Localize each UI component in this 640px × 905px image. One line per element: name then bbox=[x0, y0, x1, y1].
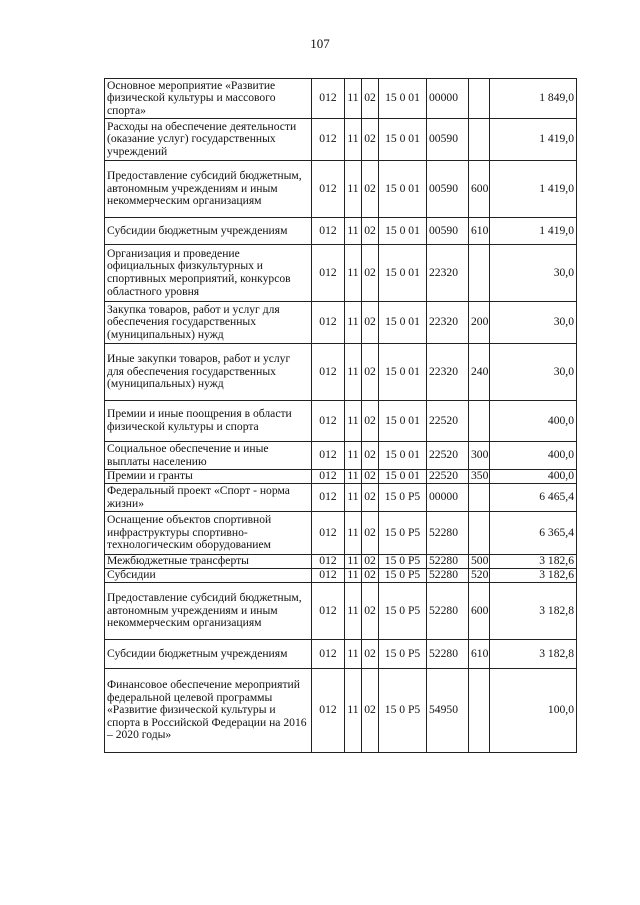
subsection-code: 02 bbox=[362, 569, 379, 583]
ministry-code: 012 bbox=[312, 442, 345, 470]
row-name: Социальное обеспечение и иные выплаты населению bbox=[105, 442, 312, 470]
row-name: Предоставление субсидий бюджетным, автономным учреждениям и иным некоммерческим организациям bbox=[105, 161, 312, 218]
program-code: 15 0 01 bbox=[379, 161, 427, 218]
ministry-code: 012 bbox=[312, 344, 345, 401]
article-code: 00000 bbox=[427, 484, 469, 512]
ministry-code: 012 bbox=[312, 119, 345, 161]
program-code: 15 0 01 bbox=[379, 79, 427, 119]
subsection-code: 02 bbox=[362, 669, 379, 753]
subsection-code: 02 bbox=[362, 555, 379, 569]
expense-type-code: 600 bbox=[469, 161, 490, 218]
section-code: 11 bbox=[345, 583, 362, 640]
program-code: 15 0 01 bbox=[379, 218, 427, 245]
table-row bbox=[105, 470, 577, 484]
budget-table bbox=[104, 78, 577, 753]
expense-type-code: 520 bbox=[469, 569, 490, 583]
program-code: 15 0 P5 bbox=[379, 640, 427, 669]
row-name: Федеральный проект «Спорт - норма жизни» bbox=[105, 484, 312, 512]
subsection-code: 02 bbox=[362, 442, 379, 470]
expense-type-code bbox=[469, 79, 490, 119]
amount: 3 182,6 bbox=[490, 569, 577, 583]
table-row bbox=[105, 640, 577, 669]
article-code: 52280 bbox=[427, 583, 469, 640]
ministry-code: 012 bbox=[312, 640, 345, 669]
amount: 100,0 bbox=[490, 669, 577, 753]
article-code: 00590 bbox=[427, 119, 469, 161]
row-name: Межбюджетные трансферты bbox=[105, 555, 312, 569]
table-row bbox=[105, 555, 577, 569]
table-row bbox=[105, 119, 577, 161]
article-code: 22320 bbox=[427, 302, 469, 344]
table-row bbox=[105, 401, 577, 442]
row-name: Субсидии бюджетным учреждениям bbox=[105, 640, 312, 669]
section-code: 11 bbox=[345, 401, 362, 442]
program-code: 15 0 P5 bbox=[379, 669, 427, 753]
ministry-code: 012 bbox=[312, 161, 345, 218]
table-row bbox=[105, 484, 577, 512]
expense-type-code: 500 bbox=[469, 555, 490, 569]
table-row bbox=[105, 79, 577, 119]
ministry-code: 012 bbox=[312, 669, 345, 753]
article-code: 52280 bbox=[427, 569, 469, 583]
amount: 3 182,8 bbox=[490, 640, 577, 669]
ministry-code: 012 bbox=[312, 302, 345, 344]
article-code: 00000 bbox=[427, 79, 469, 119]
program-code: 15 0 01 bbox=[379, 344, 427, 401]
row-name: Предоставление субсидий бюджетным, автономным учреждениям и иным некоммерческим организациям bbox=[105, 583, 312, 640]
ministry-code: 012 bbox=[312, 401, 345, 442]
program-code: 15 0 P5 bbox=[379, 512, 427, 555]
program-code: 15 0 P5 bbox=[379, 555, 427, 569]
amount: 400,0 bbox=[490, 401, 577, 442]
program-code: 15 0 P5 bbox=[379, 569, 427, 583]
program-code: 15 0 01 bbox=[379, 401, 427, 442]
amount: 30,0 bbox=[490, 344, 577, 401]
article-code: 22520 bbox=[427, 442, 469, 470]
subsection-code: 02 bbox=[362, 484, 379, 512]
article-code: 22320 bbox=[427, 245, 469, 302]
subsection-code: 02 bbox=[362, 344, 379, 401]
article-code: 22320 bbox=[427, 344, 469, 401]
row-name: Расходы на обеспечение деятельности (оказание услуг) государственных учреждений bbox=[105, 119, 312, 161]
subsection-code: 02 bbox=[362, 161, 379, 218]
expense-type-code: 350 bbox=[469, 470, 490, 484]
section-code: 11 bbox=[345, 640, 362, 669]
amount: 400,0 bbox=[490, 442, 577, 470]
amount: 30,0 bbox=[490, 302, 577, 344]
expense-type-code bbox=[469, 669, 490, 753]
subsection-code: 02 bbox=[362, 583, 379, 640]
program-code: 15 0 01 bbox=[379, 119, 427, 161]
section-code: 11 bbox=[345, 79, 362, 119]
expense-type-code: 240 bbox=[469, 344, 490, 401]
amount: 1 419,0 bbox=[490, 218, 577, 245]
article-code: 52280 bbox=[427, 512, 469, 555]
section-code: 11 bbox=[345, 218, 362, 245]
row-name: Субсидии бюджетным учреждениям bbox=[105, 218, 312, 245]
section-code: 11 bbox=[345, 669, 362, 753]
row-name: Основное мероприятие «Развитие физической культуры и массового спорта» bbox=[105, 79, 312, 119]
section-code: 11 bbox=[345, 569, 362, 583]
amount: 3 182,8 bbox=[490, 583, 577, 640]
subsection-code: 02 bbox=[362, 512, 379, 555]
section-code: 11 bbox=[345, 245, 362, 302]
ministry-code: 012 bbox=[312, 470, 345, 484]
amount: 1 419,0 bbox=[490, 119, 577, 161]
article-code: 22520 bbox=[427, 470, 469, 484]
amount: 3 182,6 bbox=[490, 555, 577, 569]
amount: 1 849,0 bbox=[490, 79, 577, 119]
amount: 400,0 bbox=[490, 470, 577, 484]
amount: 6 465,4 bbox=[490, 484, 577, 512]
expense-type-code: 300 bbox=[469, 442, 490, 470]
program-code: 15 0 01 bbox=[379, 442, 427, 470]
article-code: 22520 bbox=[427, 401, 469, 442]
expense-type-code bbox=[469, 119, 490, 161]
amount: 30,0 bbox=[490, 245, 577, 302]
page-number: 107 bbox=[310, 36, 330, 51]
subsection-code: 02 bbox=[362, 302, 379, 344]
table-row bbox=[105, 512, 577, 555]
table-row bbox=[105, 161, 577, 218]
table-row bbox=[105, 583, 577, 640]
section-code: 11 bbox=[345, 302, 362, 344]
amount: 1 419,0 bbox=[490, 161, 577, 218]
program-code: 15 0 01 bbox=[379, 302, 427, 344]
table-row bbox=[105, 302, 577, 344]
subsection-code: 02 bbox=[362, 218, 379, 245]
section-code: 11 bbox=[345, 119, 362, 161]
section-code: 11 bbox=[345, 555, 362, 569]
subsection-code: 02 bbox=[362, 245, 379, 302]
article-code: 52280 bbox=[427, 640, 469, 669]
article-code: 00590 bbox=[427, 161, 469, 218]
subsection-code: 02 bbox=[362, 401, 379, 442]
table-row bbox=[105, 245, 577, 302]
section-code: 11 bbox=[345, 442, 362, 470]
row-name: Премии и гранты bbox=[105, 470, 312, 484]
section-code: 11 bbox=[345, 512, 362, 555]
table-row bbox=[105, 569, 577, 583]
program-code: 15 0 P5 bbox=[379, 484, 427, 512]
expense-type-code bbox=[469, 512, 490, 555]
expense-type-code: 610 bbox=[469, 218, 490, 245]
table-row bbox=[105, 669, 577, 753]
program-code: 15 0 P5 bbox=[379, 583, 427, 640]
row-name: Финансовое обеспечение мероприятий федеральной целевой программы «Развитие физической культуры и спорта в Российской Федерации на 2016 – 2020 годы» bbox=[105, 669, 312, 753]
section-code: 11 bbox=[345, 344, 362, 401]
program-code: 15 0 01 bbox=[379, 470, 427, 484]
section-code: 11 bbox=[345, 484, 362, 512]
ministry-code: 012 bbox=[312, 512, 345, 555]
ministry-code: 012 bbox=[312, 245, 345, 302]
expense-type-code bbox=[469, 401, 490, 442]
table-row bbox=[105, 344, 577, 401]
row-name: Оснащение объектов спортивной инфраструктуры спортивно-технологическим оборудованием bbox=[105, 512, 312, 555]
expense-type-code bbox=[469, 245, 490, 302]
subsection-code: 02 bbox=[362, 470, 379, 484]
program-code: 15 0 01 bbox=[379, 245, 427, 302]
amount: 6 365,4 bbox=[490, 512, 577, 555]
table-row bbox=[105, 218, 577, 245]
expense-type-code: 200 bbox=[469, 302, 490, 344]
article-code: 54950 bbox=[427, 669, 469, 753]
subsection-code: 02 bbox=[362, 79, 379, 119]
expense-type-code bbox=[469, 484, 490, 512]
row-name: Субсидии bbox=[105, 569, 312, 583]
ministry-code: 012 bbox=[312, 583, 345, 640]
ministry-code: 012 bbox=[312, 484, 345, 512]
ministry-code: 012 bbox=[312, 79, 345, 119]
ministry-code: 012 bbox=[312, 218, 345, 245]
row-name: Закупка товаров, работ и услуг для обеспечения государственных (муниципальных) нужд bbox=[105, 302, 312, 344]
row-name: Иные закупки товаров, работ и услуг для обеспечения государственных (муниципальных) нужд bbox=[105, 344, 312, 401]
ministry-code: 012 bbox=[312, 569, 345, 583]
table-row bbox=[105, 442, 577, 470]
section-code: 11 bbox=[345, 470, 362, 484]
section-code: 11 bbox=[345, 161, 362, 218]
row-name: Организация и проведение официальных физкультурных и спортивных мероприятий, конкурсов областного уровня bbox=[105, 245, 312, 302]
expense-type-code: 600 bbox=[469, 583, 490, 640]
article-code: 52280 bbox=[427, 555, 469, 569]
ministry-code: 012 bbox=[312, 555, 345, 569]
row-name: Премии и иные поощрения в области физической культуры и спорта bbox=[105, 401, 312, 442]
expense-type-code: 610 bbox=[469, 640, 490, 669]
subsection-code: 02 bbox=[362, 119, 379, 161]
subsection-code: 02 bbox=[362, 640, 379, 669]
article-code: 00590 bbox=[427, 218, 469, 245]
